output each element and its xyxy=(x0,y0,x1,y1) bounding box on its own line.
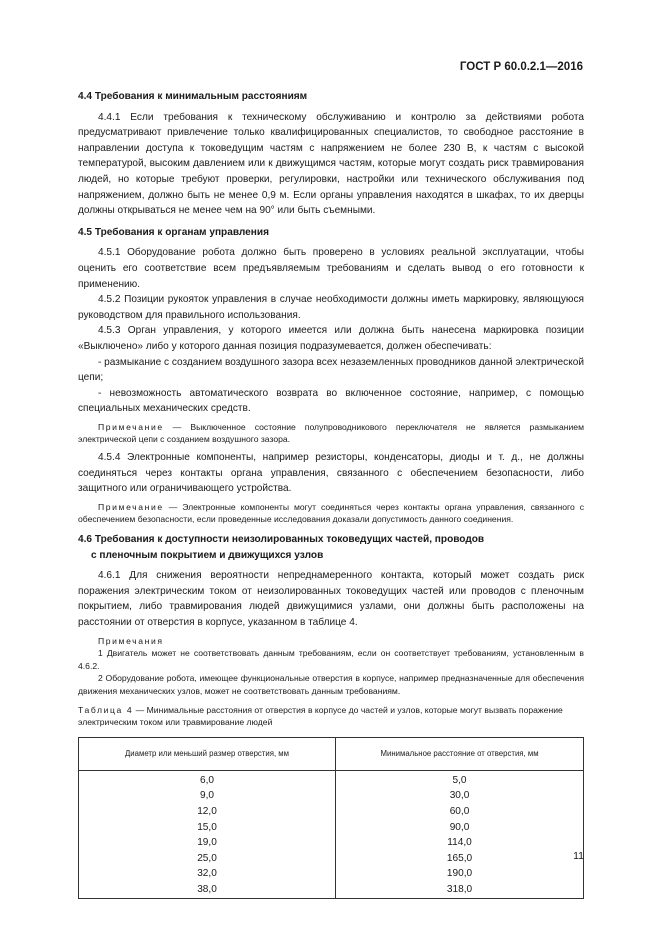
table-row xyxy=(79,804,584,820)
table-row xyxy=(79,835,584,851)
paragraph-4-5-4: 4.5.4 Электронные компоненты, например резисторы, конденсаторы, диоды и т. д., не должны соединяться через контакты органа управления, связанного с обеспечением безопасности, либо защитного или ограничивающего устройства. xyxy=(78,452,584,495)
note-text: — Электронные компоненты могут соединяться через контакты органа управления, связанного с обеспечением безопасности, если проведенные исследования доказали допустимость данного соединения. xyxy=(78,501,584,525)
table-row xyxy=(79,770,584,788)
section-4-5-heading: 4.5 Требования к органам управления xyxy=(78,226,269,238)
table-cell: 12,0 xyxy=(79,804,336,820)
table-row xyxy=(79,820,584,836)
section-4-4-heading: 4.4 Требования к минимальным расстояниям xyxy=(78,91,308,102)
page-content xyxy=(78,89,584,899)
table-cell: 38,0 xyxy=(79,882,336,898)
table-cell: 114,0 xyxy=(336,835,584,851)
heading-line-1: 4.6 Требования к доступности неизолированных токоведущих частей, проводов xyxy=(78,534,485,546)
heading-line-2: с пленочным покрытием и движущихся узлов xyxy=(91,549,324,561)
table-label: Таблица 4 xyxy=(78,704,134,715)
table-cell: 9,0 xyxy=(79,788,336,804)
paragraph-4-5-1: 4.5.1 Оборудование робота должно быть проверено в условиях реальной эксплуатации, чтобы оценить его соответствие всем предъявляемым требованиям и сделать вывод о его готовности к применению. xyxy=(78,247,584,290)
notes-label: Примечания xyxy=(98,635,164,646)
table-cell: 19,0 xyxy=(79,835,336,851)
table-row xyxy=(79,788,584,804)
paragraph-4-6-1: 4.6.1 Для снижения вероятности непреднамеренного контакта, который может создать риск поражения электрическим током от неизолированных токоведущих частей или проводов с пленочным покрытием, либо травмирования людей движущимися узлами, они должны быть расположены на расстоянии от отверстия в корпусе, указанном в таблице 4. xyxy=(78,570,584,628)
paragraph-4-5-2: 4.5.2 Позиции рукояток управления в случае необходимости должны иметь маркировку, являющуюся руководством для правильного использования. xyxy=(78,294,584,321)
table-cell: 90,0 xyxy=(336,820,584,836)
bullet-air-gap: - размыкание с созданием воздушного зазора всех незаземленных проводников данной электрической цепи; xyxy=(78,356,584,384)
caption-text: — Минимальные расстояния от отверстия в корпусе до частей и узлов, которые могут вызвать поражение электрическим током или травмирование людей xyxy=(78,704,563,728)
section-4-6-heading xyxy=(78,532,584,563)
note-text: — Выключенное состояние полупроводникового переключателя не является размыканием электрической цепи с созданием воздушного зазора. xyxy=(78,421,584,445)
table-cell: 190,0 xyxy=(336,866,584,882)
paragraph-4-4-1: 4.4.1 Если требования к техническому обслуживанию и контролю за действиями робота предусматривают привлечение только квалифицированных специалистов, то свободное расстояние в направлении доступа к токоведущим частям с напряжением не более 230 В, к частям с высокой температурой, высоким давлением или к движущимся частям, которые могут создать риск травмирования людей, но которые требуют проверки, регулировки, настройки или технического обслуживания под напряжением, должно быть не менее 0,9 м. Если органы управления находятся в шкафах, то их дверцы должны открываться не менее чем на 90° или быть съемными. xyxy=(78,111,584,217)
table-4-caption xyxy=(78,704,584,729)
table-cell: 318,0 xyxy=(336,882,584,898)
table-header-distance: Минимальное расстояние от отверстия, мм xyxy=(336,737,584,770)
note-4-5-4 xyxy=(78,501,584,526)
note-label: Примечание xyxy=(98,421,164,432)
paragraph-4-5-3: 4.5.3 Орган управления, у которого имеется или должна быть нанесена маркировка позиции «Выключено» либо у которого данная позиция подразумевается, должен обеспечивать: xyxy=(78,325,584,352)
table-row xyxy=(79,866,584,882)
page-number: 11 xyxy=(573,850,584,862)
table-cell: 60,0 xyxy=(336,804,584,820)
table-header-diameter: Диаметр или меньший размер отверстия, мм xyxy=(79,737,336,770)
table-cell: 165,0 xyxy=(336,851,584,867)
document-code: ГОСТ Р 60.0.2.1—2016 xyxy=(459,61,583,73)
table-cell: 15,0 xyxy=(79,820,336,836)
table-cell: 5,0 xyxy=(336,770,584,788)
note-4-5-3 xyxy=(78,421,584,446)
note-4-6-2: 2 Оборудование робота, имеющее функциональные отверстия в корпусе, например предназначенные для обеспечения движения механических узлов, может не соответствовать данным требованиям. xyxy=(78,673,584,696)
table-cell: 25,0 xyxy=(79,851,336,867)
table-cell: 30,0 xyxy=(336,788,584,804)
table-cell: 32,0 xyxy=(79,866,336,882)
note-label: Примечание xyxy=(98,501,164,512)
table-4 xyxy=(78,737,584,899)
bullet-no-auto-return: - невозможность автоматического возврата во включенное состояние, например, с помощью специальных механических средств. xyxy=(78,387,584,415)
note-4-6-1: 1 Двигатель может не соответствовать данным требованиям, если он соответствует требованиям, установленным в 4.6.2. xyxy=(78,648,584,671)
table-cell: 6,0 xyxy=(79,770,336,788)
table-row xyxy=(79,851,584,867)
table-row xyxy=(79,882,584,898)
